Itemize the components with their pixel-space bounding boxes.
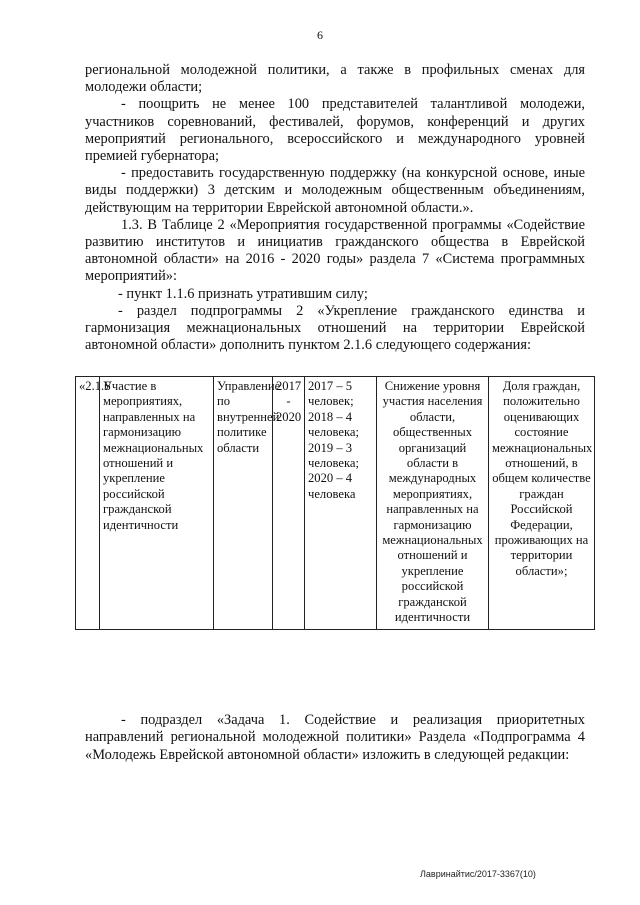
document-body — [85, 62, 585, 354]
indicator-cell: Доля граждан, положительно оценивающих состояние межнациональных отношений, в общем количестве граждан Российской Федерации, проживающих на территории области»; — [489, 377, 595, 630]
count-2018: 2018 – 4 человека; — [308, 409, 359, 440]
expected-result-cell: Снижение уровня участия населения области, общественных организаций области в международных мероприятиях, направленных на гармонизацию межнациональных отношений и укрепление российской гражданской идентичности — [377, 377, 489, 630]
paragraph-reward-youth: - поощрить не менее 100 представителей талантливой молодежи, участников соревнований, фестивалей, форумов, конференций и других мероприятий регионального, всероссийского и международного уровней премией губернатора; — [85, 96, 585, 165]
table-row — [76, 377, 595, 630]
years-cell: 2017 - 2020 — [273, 377, 305, 630]
participants-cell — [305, 377, 377, 630]
paragraph-continuation: региональной молодежной политики, а также в профильных сменах для молодежи области; — [85, 62, 585, 96]
count-2019: 2019 – 3 человека; — [308, 440, 359, 471]
paragraph-subprogram-2: - раздел подпрограммы 2 «Укрепление гражданского единства и гармонизация межнациональных отношений на территории Еврейской автономной области» дополнить пунктом 2.1.6 следующего содержания: — [85, 302, 585, 354]
count-2017: 2017 – 5 человек; — [308, 379, 354, 409]
footer-code: Лавринайтис/2017-3367(10) — [420, 869, 536, 879]
count-2020: 2020 – 4 человека — [308, 471, 356, 501]
measures-table — [75, 376, 595, 630]
page-number: 6 — [317, 28, 323, 42]
closing-section — [85, 712, 585, 764]
measure-name-cell: Участие в мероприятиях, направленных на гармонизацию межнациональных отношений и укрепление российской гражданской идентичности — [100, 377, 214, 630]
paragraph-subsection-task-1: - подраздел «Задача 1. Содействие и реализация приоритетных направлений региональной молодежной политики» Раздела «Подпрограмма 4 «Молодежь Еврейской автономной области» изложить в следующей редакции: — [85, 712, 585, 763]
item-number-cell: «2.1.6 — [76, 377, 100, 630]
paragraph-item-repeal: - пункт 1.1.6 признать утратившим силу; — [118, 285, 368, 302]
responsible-cell: Управление по внутренней политике области — [214, 377, 273, 630]
paragraph-table-2: 1.3. В Таблице 2 «Мероприятия государственной программы «Содействие развитию институтов и инициатив гражданского общества в Еврейской автономной области» на 2016 - 2020 годы» раздела 7 «Система программных мероприятий»: — [85, 216, 585, 285]
paragraph-state-support: - предоставить государственную поддержку (на конкурсной основе, иные виды поддержки) 3 детским и молодежным общественным объединениям, действующим на территории Еврейской автономной области.». — [85, 165, 585, 216]
